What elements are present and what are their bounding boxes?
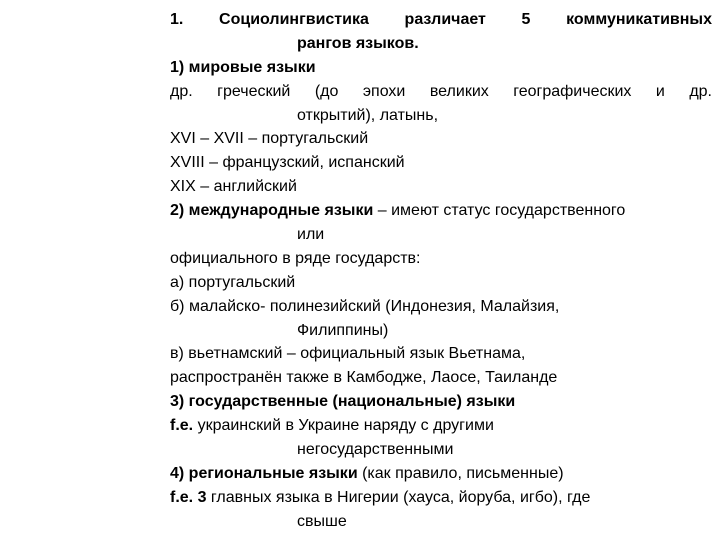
section-3-example-label: f.e.	[170, 417, 194, 435]
section-2-title-cont: или	[297, 226, 325, 244]
section-1-item-2: XVIII – французский, испанский	[170, 154, 405, 172]
heading-line-2: рангов языков.	[297, 34, 419, 52]
section-1-item-3: XIX – английский	[170, 178, 297, 196]
section-1-title: 1) мировые языки	[170, 58, 316, 76]
section-4-example-cont: свыше	[297, 512, 347, 530]
section-4-example-text: главных языка в Нигерии (хауса, йоруба, игбо), где	[206, 488, 591, 506]
section-4-example-label: f.e.	[170, 488, 194, 506]
section-3-example	[170, 414, 712, 438]
section-2-title-line	[170, 199, 712, 223]
section-2-definition: официального в ряде государств:	[170, 249, 421, 267]
section-4-title-rest: (как правило, письменные)	[357, 464, 564, 482]
section-2-item-c: в) вьетнамский – официальный язык Вьетнама,	[170, 345, 526, 363]
heading-line-1: 1. Социолингвистика различает 5 коммуникативных	[170, 11, 712, 28]
section-2-item-b-cont: Филиппины)	[297, 321, 389, 339]
section-3-example-text: украинский в Украине наряду с другими	[193, 417, 494, 435]
section-1-example-cont: открытий), латынь,	[297, 106, 439, 124]
section-2-item-c-cont: распространён также в Камбодже, Лаосе, Таиланде	[170, 369, 558, 387]
section-4-example	[170, 486, 712, 510]
section-2-item-b: б) малайско- полинезийский (Индонезия, Малайзия,	[170, 297, 560, 315]
section-3-title: 3) государственные (национальные) языки	[170, 393, 516, 411]
section-2-item-a: а) португальский	[170, 273, 296, 291]
section-2-title-rest: – имеют статус государственного	[373, 202, 626, 220]
section-1-item-1: XVI – XVII – португальский	[170, 130, 369, 148]
section-1-example: др. греческий (до эпохи великих географических и др.	[170, 82, 712, 100]
section-3-example-cont: негосударственными	[297, 441, 454, 459]
section-4-title: 4) региональные языки	[170, 464, 358, 482]
section-2-title: 2) международные языки	[170, 202, 374, 220]
section-4-title-line	[170, 462, 712, 486]
slide-text-body	[170, 8, 712, 534]
section-4-example-num: 3	[193, 488, 207, 506]
